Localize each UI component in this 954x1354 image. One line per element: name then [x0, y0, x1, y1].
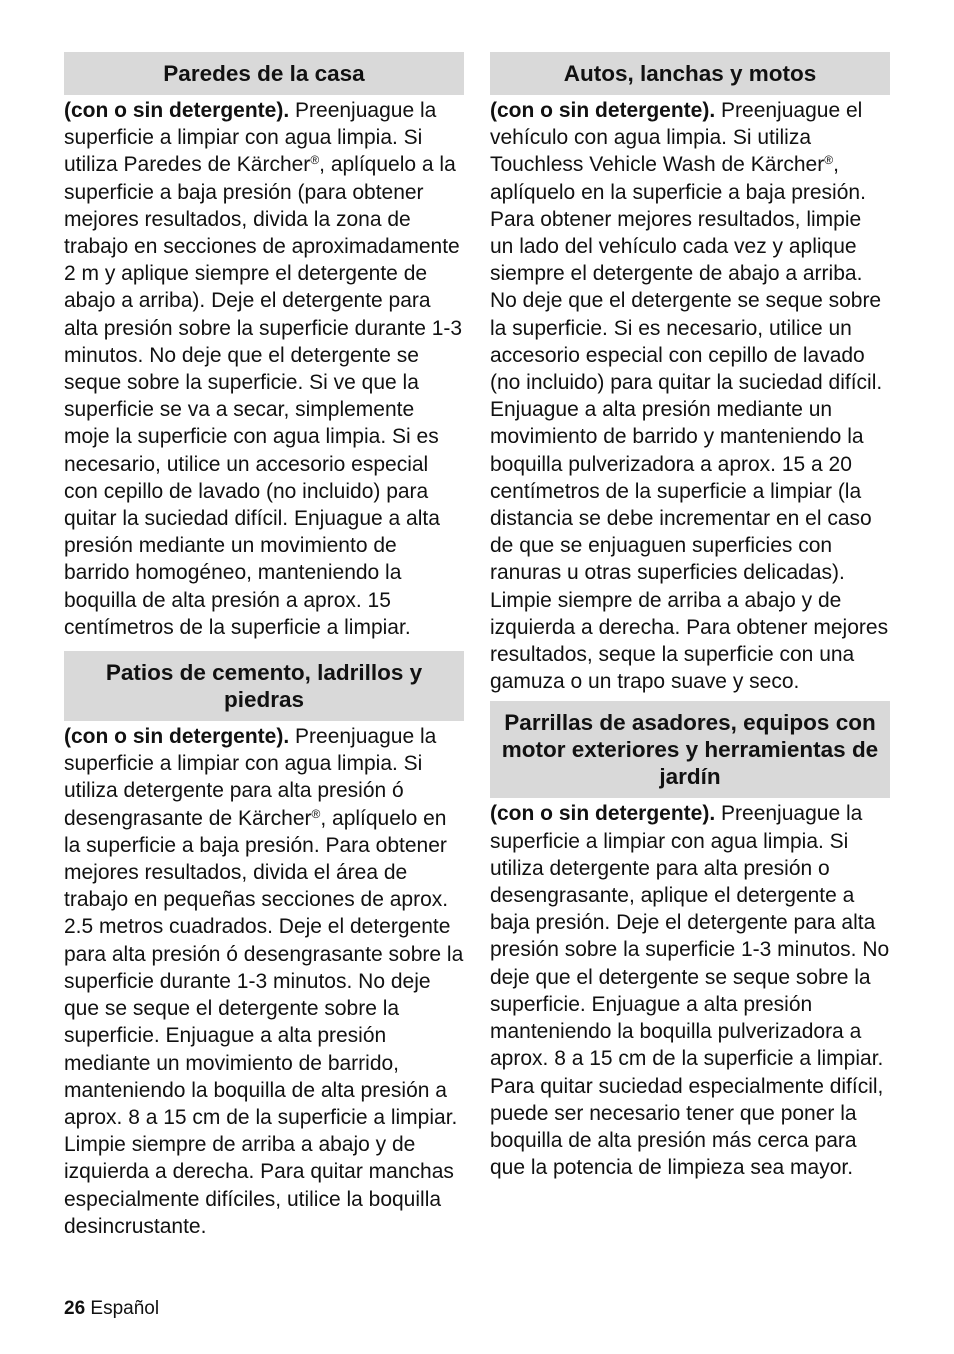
section-text: Preenjuague la superficie a limpiar con agua limpia. Si utiliza detergente para alta presión o desengrasante, aplique el detergente a baja presión. Deje el detergente para alta presión sobre la superficie 1-3 minutos. No deje que el detergente se seque sobre la superficie. Enjuague a alta presión manteniendo la boquilla pulverizadora a aprox. 8 a 15 cm de la superficie a limpiar. Para quitar suciedad especialmente difícil, puede ser necesario tener que poner la boquilla de alta presión más cerca para que la potencia de limpieza sea mayor. [490, 802, 890, 1180]
section-text: , aplíquelo en la superficie a baja presión. Para obtener mejores resultados, divida el área de trabajo en pequeñas secciones de aprox. 2.5 metros cuadrados. Deje el detergente para alta presión ó desengrasante sobre la superficie durante 1-3 minutos. No deje que se seque el detergente sobre la superficie. Enjuague a alta presión mediante un movimiento de barrido, manteniendo la boquilla de alta presión a aprox. 8 a 15 cm de la superficie a limpiar. Limpie siempre de arriba a abajo y de izquierda a derecha. Para quitar manchas especialmente difíciles, utilice la boquilla desincrustante. [64, 806, 464, 1238]
section-body-autos [490, 97, 890, 695]
section-title-parrillas: Parrillas de asadores, equipos con motor exteriores y herramientas de jardín [490, 701, 890, 798]
registered-mark: ® [311, 806, 321, 821]
footer-language: Español [90, 1298, 160, 1319]
section-lead: (con o sin detergente). [490, 99, 716, 122]
section-lead: (con o sin detergente). [490, 802, 716, 826]
page-number: 26 [64, 1298, 86, 1319]
right-column [490, 52, 890, 1181]
section-title-paredes: Paredes de la casa [64, 52, 464, 95]
section-title-autos: Autos, lanchas y motos [490, 52, 890, 95]
section-lead: (con o sin detergente). [64, 725, 290, 749]
page-footer [64, 1297, 159, 1321]
section-text: , aplíquelo a la superficie a baja presión (para obtener mejores resultados, divida la zona de trabajo en secciones de aproximadamente 2 m y aplique siempre el detergente de abajo a arriba). Deje el detergente para alta presión sobre la superficie durante 1-3 minutos. No deje que el detergente se seque sobre la superficie. Si ve que la superficie se va a secar, simplemente moje la superficie con agua limpia. Si es necesario, utilice un accesorio especial con cepillo de lavado (no incluido) para quitar la suciedad difícil. Enjuague a alta presión mediante un movimiento de barrido homogéneo, manteniendo la boquilla de alta presión a aprox. 15 centímetros de la superficie a limpiar. [64, 153, 463, 639]
section-body-patios [64, 723, 464, 1240]
section-body-parrillas [490, 800, 890, 1181]
section-text: Preenjuague la superficie a limpiar con agua limpia. Si utiliza detergente para alta presión ó desengrasante de Kärcher [64, 725, 437, 830]
section-lead: (con o sin detergente). [64, 99, 290, 122]
section-text: Preenjuague la superficie a limpiar con agua limpia. Si utiliza Paredes de Kärcher [64, 99, 437, 177]
section-title-patios: Patios de cemento, ladrillos y piedras [64, 651, 464, 721]
section-text: Preenjuague el vehículo con agua limpia. Si utiliza Touchless Vehicle Wash de Kärcher [490, 99, 863, 177]
section-text: , aplíquelo en la superficie a baja presión. Para obtener mejores resultados, limpie un lado del vehículo cada vez y aplique siempre el detergente de abajo a arriba. No deje que el detergente se seque sobre la superficie. Si es necesario, utilice un accesorio especial con cepillo de lavado (no incluido) para quitar la suciedad difícil. Enjuague a alta presión mediante un movimiento de barrido y manteniendo la boquilla pulverizadora a aprox. 15 a 20 centímetros de la superficie a limpiar (la distancia se debe incrementar en el caso de que se enjuaguen superficies con ranuras u otras superficies delicadas). Limpie siempre de arriba a abajo y de izquierda a derecha. Para obtener mejores resultados, seque la superficie con una gamuza o un trapo suave y seco. [490, 153, 889, 694]
left-column [64, 52, 464, 1240]
registered-mark: ® [824, 153, 834, 168]
registered-mark: ® [310, 153, 320, 168]
section-body-paredes [64, 97, 464, 641]
